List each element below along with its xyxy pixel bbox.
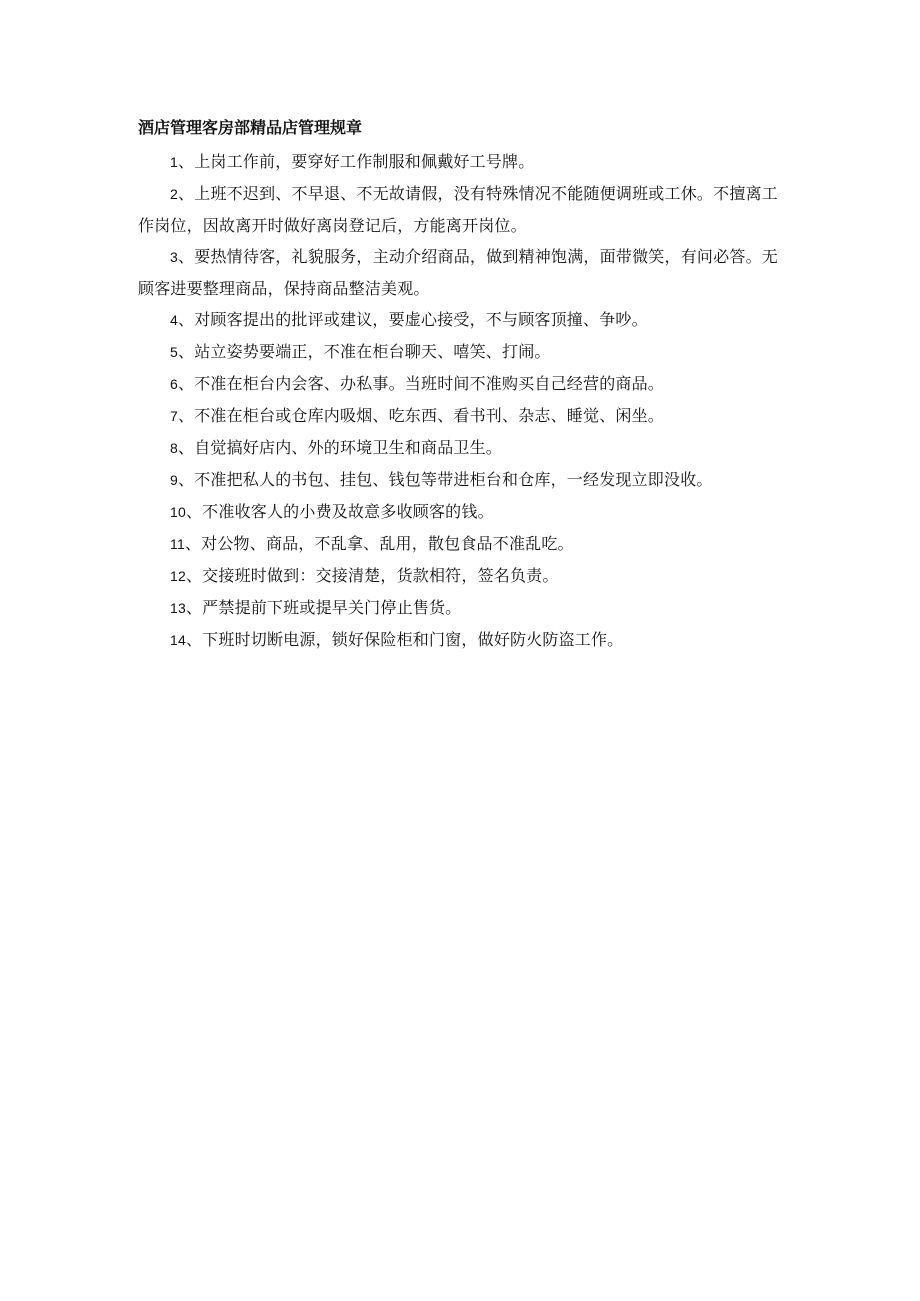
rule-item-10 [138,496,778,528]
rule-number: 8 [170,440,178,456]
rule-text: 、交接班时做到：交接清楚，货款相符，签名负责。 [185,566,559,585]
rule-item-13 [138,592,778,624]
rule-number: 11 [170,536,185,552]
rule-item-11 [138,528,778,560]
rule-number: 9 [170,472,178,488]
rule-text: 、上岗工作前，要穿好工作制服和佩戴好工号牌。 [178,152,535,171]
rule-number: 14 [170,632,186,648]
rule-item-8 [138,432,778,464]
rule-item-6 [138,368,778,400]
rule-text: 、不准收客人的小费及故意多收顾客的钱。 [185,502,494,521]
rule-number: 12 [170,568,186,584]
rule-text: 、不准在柜台内会客、办私事。当班时间不准购买自己经营的商品。 [178,374,665,393]
rule-text: 、站立姿势要端正，不准在柜台聊天、嘻笑、打闹。 [178,342,551,361]
rule-number: 3 [170,249,178,265]
rules-list [138,146,778,656]
rule-text: 、自觉搞好店内、外的环境卫生和商品卫生。 [178,438,503,457]
rule-item-1 [138,146,778,178]
document-title: 酒店管理客房部精品店管理规章 [138,118,363,137]
rule-number: 7 [170,408,178,424]
rule-item-3 [138,241,778,304]
rule-text: 、要热情待客，礼貌服务，主动介绍商品，做到精神饱满，面带微笑，有问必答。无顾客进要整理商品，保持商品整洁美观。 [138,247,778,298]
rule-number: 2 [170,186,178,202]
rule-item-5 [138,336,778,368]
rule-text: 、下班时切断电源，锁好保险柜和门窗，做好防火防盗工作。 [185,630,624,649]
rule-number: 13 [170,600,186,616]
rule-number: 4 [170,312,178,328]
rule-item-2 [138,178,778,241]
rule-text: 、上班不迟到、不早退、不无故请假，没有特殊情况不能随便调班或工休。不擅离工作岗位，因故离开时做好离岗登记后，方能离开岗位。 [138,184,778,235]
rule-text: 、不准把私人的书包、挂包、钱包等带进柜台和仓库，一经发现立即没收。 [178,470,713,489]
rule-item-12 [138,560,778,592]
rule-item-14 [138,624,778,656]
rule-text: 、严禁提前下班或提早关门停止售货。 [185,598,462,617]
rule-item-7 [138,400,778,432]
rule-text: 、对公物、商品，不乱拿、乱用，散包食品不准乱吃。 [184,534,574,553]
rule-text: 、对顾客提出的批评或建议，要虚心接受，不与顾客顶撞、争吵。 [178,310,648,329]
rule-number: 6 [170,376,178,392]
rule-number: 1 [170,154,178,170]
rule-number: 5 [170,344,178,360]
rule-number: 10 [170,504,186,520]
rule-item-4 [138,304,778,336]
rule-text: 、不准在柜台或仓库内吸烟、吃东西、看书刊、杂志、睡觉、闲坐。 [178,406,665,425]
rule-item-9 [138,464,778,496]
